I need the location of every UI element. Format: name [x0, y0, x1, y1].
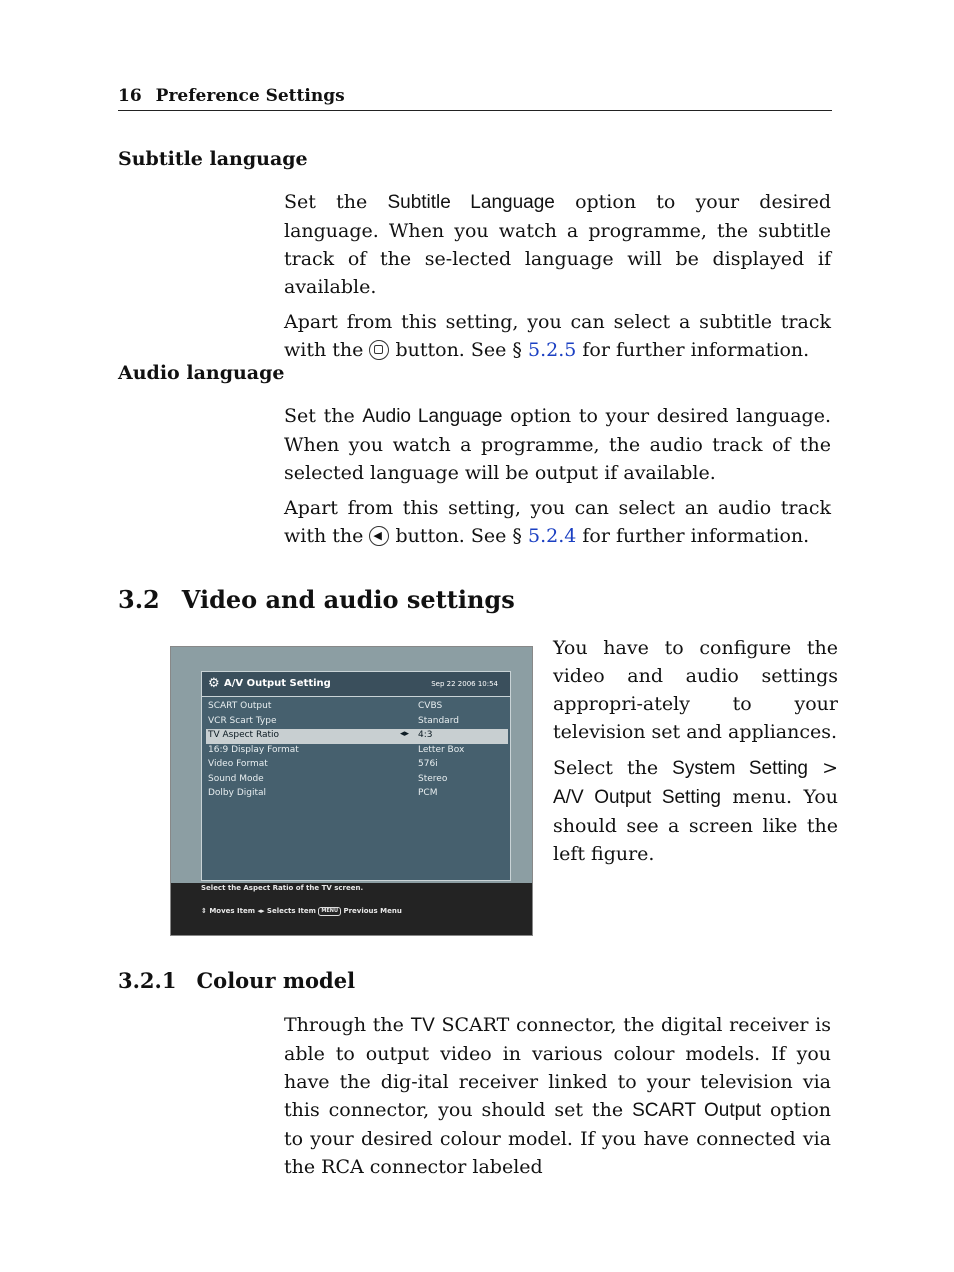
- text: SCART connector, the digital receiver is able to output video in various colour models. If you have the dig-ital receiver linked to your television via this connector, you should set the: [284, 1014, 831, 1121]
- option-name: Subtitle Language: [387, 192, 555, 213]
- menu-row: [206, 787, 508, 802]
- audio-button-icon: ◀: [369, 526, 389, 546]
- text: Apart from this setting, you can select an audio track with the: [284, 497, 831, 547]
- option-name: SCART Output: [632, 1100, 762, 1121]
- menu-row: [206, 773, 508, 788]
- menu-nav-help: [201, 907, 402, 916]
- gear-icon: ⚙: [208, 676, 220, 691]
- subtitle-language-body: [284, 188, 831, 364]
- section-3-2-paragraph-2: [553, 754, 838, 868]
- menu-row: [206, 758, 508, 773]
- text: Set the: [284, 191, 388, 213]
- row-value: CVBS: [418, 701, 443, 711]
- row-label: SCART Output: [208, 701, 272, 711]
- audio-paragraph-1: [284, 402, 831, 487]
- subtitle-paragraph-2: [284, 308, 831, 364]
- row-label: Sound Mode: [208, 773, 264, 784]
- nav-previous: Previous Menu: [343, 907, 402, 915]
- nav-selects: Selects Item: [266, 907, 316, 915]
- section-3-2-1-heading: [118, 968, 355, 993]
- audio-language-body: [284, 402, 831, 550]
- menu-name: A/V Output Setting: [553, 787, 721, 808]
- subsection-title: Colour model: [196, 968, 356, 993]
- row-label: Dolby Digital: [208, 788, 267, 798]
- page-header: [118, 86, 832, 111]
- text: option to your desired language. When you watch a programme, the audio track of the selected language will be output if available.: [284, 405, 831, 484]
- subtitle-paragraph-1: [284, 188, 831, 301]
- section-3-2-body: [553, 634, 838, 868]
- section-3-2-heading: [118, 585, 515, 614]
- row-value: Stereo: [418, 773, 448, 784]
- menu-panel: [201, 671, 511, 881]
- row-label: VCR Scart Type: [208, 715, 277, 726]
- row-value: Standard: [418, 715, 459, 726]
- colour-model-paragraph: [284, 1011, 831, 1181]
- menu-key-icon: MENU: [318, 907, 341, 916]
- left-right-arrow-icon: ◂▸: [400, 729, 410, 739]
- text: >: [807, 757, 838, 779]
- header-title: Preference Settings: [155, 86, 345, 106]
- up-down-arrow-icon: ⇕: [201, 907, 207, 915]
- subtitle-button-icon: [369, 340, 389, 360]
- row-label: TV Aspect Ratio: [208, 730, 280, 740]
- text: for further information.: [576, 339, 810, 361]
- row-label: 16:9 Display Format: [208, 744, 299, 755]
- text: Set the: [284, 405, 363, 427]
- menu-row-selected: [206, 729, 508, 744]
- menu-title-bar: [202, 672, 510, 697]
- connector-name: TV: [410, 1015, 435, 1036]
- text: Apart from this setting, you can select a subtitle track with the: [284, 311, 831, 361]
- menu-row: [206, 715, 508, 730]
- menu-hint: Select the Aspect Ratio of the TV screen.: [201, 884, 364, 892]
- subtitle-language-heading: Subtitle language: [118, 148, 308, 170]
- menu-row: [206, 744, 508, 759]
- text: Select the: [553, 757, 673, 779]
- section-link-5-2-5[interactable]: 5.2.5: [527, 339, 577, 361]
- menu-date: Sep 22 2006 10:54: [431, 680, 498, 688]
- text: option to your desired colour model. If you have connected via the RCA connector labeled: [284, 1099, 831, 1178]
- audio-language-heading: Audio language: [118, 362, 285, 384]
- menu-name: System Setting: [672, 758, 808, 779]
- option-name: Audio Language: [362, 406, 503, 427]
- row-label: Video Format: [208, 759, 268, 769]
- left-right-arrow-icon: ◂▸: [257, 907, 265, 915]
- row-value: PCM: [418, 788, 438, 798]
- text: for further information.: [576, 525, 810, 547]
- row-value: Letter Box: [418, 744, 465, 755]
- section-link-5-2-4[interactable]: 5.2.4: [527, 525, 577, 547]
- row-value: 4:3: [418, 730, 433, 740]
- section-number: 3.2: [118, 585, 160, 614]
- row-value: 576i: [418, 759, 438, 769]
- audio-paragraph-2: [284, 494, 831, 550]
- section-3-2-1-body: [284, 1011, 831, 1181]
- section-title: Video and audio settings: [181, 585, 515, 614]
- text: Through the: [284, 1014, 411, 1036]
- text: button. See §: [389, 339, 528, 361]
- av-output-setting-screenshot: [170, 646, 533, 936]
- menu-rows: [206, 700, 508, 802]
- menu-title: A/V Output Setting: [224, 678, 331, 689]
- menu-row: [206, 700, 508, 715]
- section-3-2-paragraph-1: You have to configure the video and audio settings appropri-ately to your television set and appliances.: [553, 637, 838, 743]
- page-number: 16: [118, 86, 142, 106]
- nav-moves: Moves Item: [209, 907, 255, 915]
- text: option to your desired language. When you watch a programme, the subtitle track of the se-lected language will be displayed if available.: [284, 191, 832, 298]
- text: menu. You should see a screen like the left figure.: [553, 786, 839, 865]
- subsection-number: 3.2.1: [118, 968, 177, 993]
- text: button. See §: [389, 525, 528, 547]
